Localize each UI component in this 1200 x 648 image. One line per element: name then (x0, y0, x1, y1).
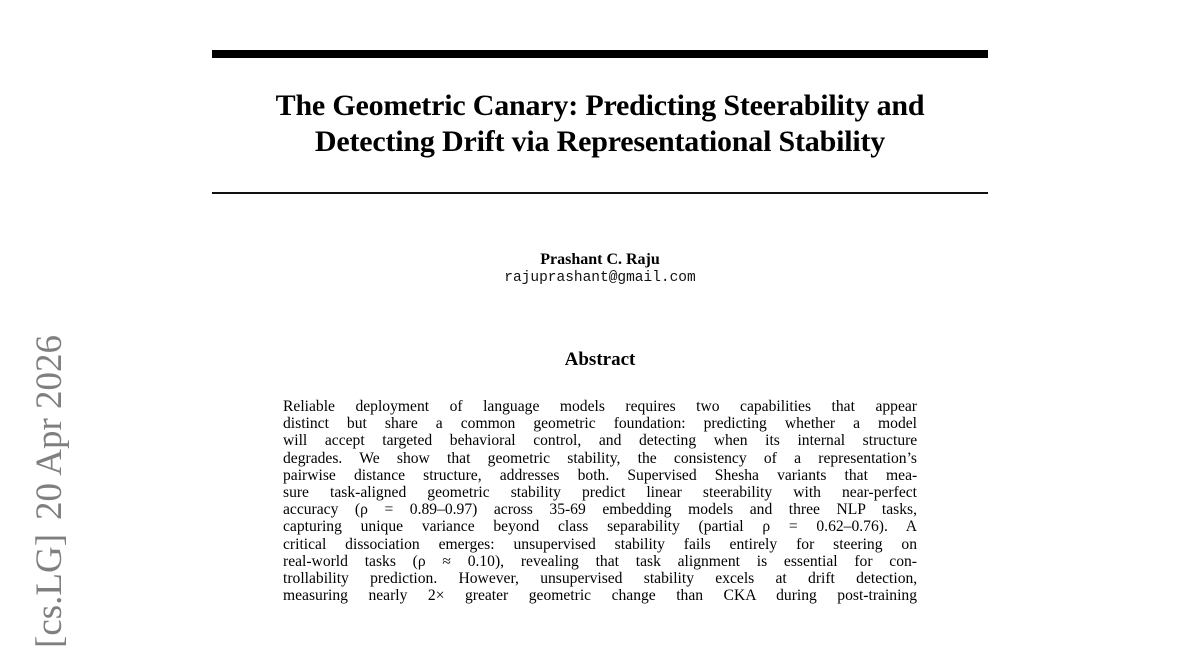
title-line: Detecting Drift via Representational Stability (314, 125, 886, 158)
abstract-line: real-world tasks (ρ ≈ 0.10), revealing that task alignment is essential for con- (283, 552, 917, 570)
author-block (212, 250, 988, 287)
abstract-line: distinct but share a common geometric foundation: predicting whether a model (283, 415, 917, 433)
abstract-line: accuracy (ρ = 0.89–0.97) across 35-69 embedding models and three NLP tasks, (283, 501, 917, 519)
abstract-line: pairwise distance structure, addresses both. Supervised Shesha variants that mea- (283, 466, 918, 484)
abstract-line: trollability prediction. However, unsupervised stability excels at drift detection, (283, 569, 918, 587)
abstract-body (283, 398, 917, 604)
author-email: rajuprashant@gmail.com (504, 270, 696, 286)
abstract-line: Reliable deployment of language models requires two capabilities that appear (283, 398, 917, 415)
abstract-line: degrades. We show that geometric stability, the consistency of a representation’s (283, 449, 917, 467)
author-name: Prashant C. Raju (540, 251, 660, 268)
abstract-line: critical dissociation emerges: unsupervised stability fails entirely for steering on (283, 535, 918, 553)
abstract-line: sure task-aligned geometric stability predict linear steerability with near-perfect (283, 483, 917, 501)
paper-title (212, 88, 988, 160)
arxiv-date: 20 Apr 2026 (29, 334, 70, 520)
arxiv-category: [cs.LG] (29, 533, 70, 648)
abstract-line: measuring nearly 2× greater geometric change than CKA during post-training (283, 587, 917, 605)
abstract-line: will accept targeted behavioral control, and detecting when its internal structure (283, 432, 918, 450)
abstract-heading: Abstract (564, 349, 636, 370)
title-top-rule (212, 50, 988, 58)
abstract-line: capturing unique variance beyond class separability (partial ρ = 0.62–0.76). A (283, 518, 917, 536)
arxiv-side-stamp (28, 335, 72, 648)
title-line: The Geometric Canary: Predicting Steerability and (275, 89, 925, 122)
title-bottom-rule (212, 192, 988, 194)
